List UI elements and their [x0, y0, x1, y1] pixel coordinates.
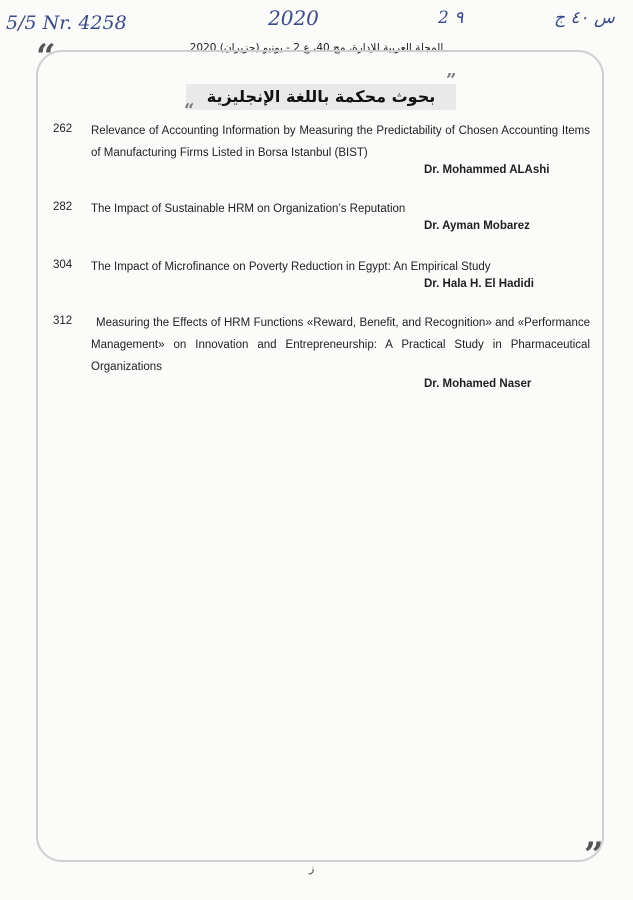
- toc-article-title[interactable]: Relevance of Accounting Information by Measuring the Predictability of Chosen Accounting Items of Manufacturing Firms Listed in Borsa Istanbul (BIST): [91, 125, 590, 159]
- toc-author: Dr. Hala H. El Hadidi: [424, 278, 534, 290]
- toc-article-title[interactable]: The Impact of Microfinance on Poverty Reduction in Egypt: An Empirical Study: [91, 261, 491, 273]
- toc-article-title[interactable]: Measuring the Effects of HRM Functions «Reward, Benefit, and Recognition» and «Performance Management» on Innovation and Entrepreneurship: A Practical Study in Pharmaceutical Organizations: [91, 317, 590, 373]
- toc-page-number: 262: [53, 123, 73, 135]
- toc-author: Dr. Mohamed Naser: [424, 378, 532, 390]
- page-number-mark: ز: [309, 862, 315, 875]
- toc-page-number: 312: [53, 315, 73, 327]
- toc-author: Dr. Mohammed ALAshi: [424, 164, 550, 176]
- title-quote-open-icon: ”: [446, 70, 457, 91]
- section-title: بحوث محكمة باللغة الإنجليزية: [206, 87, 436, 106]
- title-quote-close-icon: “: [184, 100, 195, 121]
- toc-author: Dr. Ayman Mobarez: [424, 220, 530, 232]
- journal-header: المجلة العربية للإدارة، مج 40، ع 2 - يونيو (حزيران) 2020: [189, 42, 444, 54]
- handwritten-note-center: 2020: [268, 6, 319, 30]
- toc-article-title[interactable]: The Impact of Sustainable HRM on Organization’s Reputation: [91, 203, 406, 215]
- toc-page-number: 304: [53, 259, 73, 271]
- quote-mark-bottom-right-icon: ”: [584, 835, 604, 875]
- handwritten-note-right-2: س ٤٠ ج: [554, 8, 615, 28]
- handwritten-note-left: 5/5 Nr. 4258: [6, 12, 127, 34]
- handwritten-note-right-1: 2 ٩: [438, 8, 464, 28]
- toc-page-number: 282: [53, 201, 73, 213]
- quote-mark-top-left-icon: “: [36, 37, 56, 77]
